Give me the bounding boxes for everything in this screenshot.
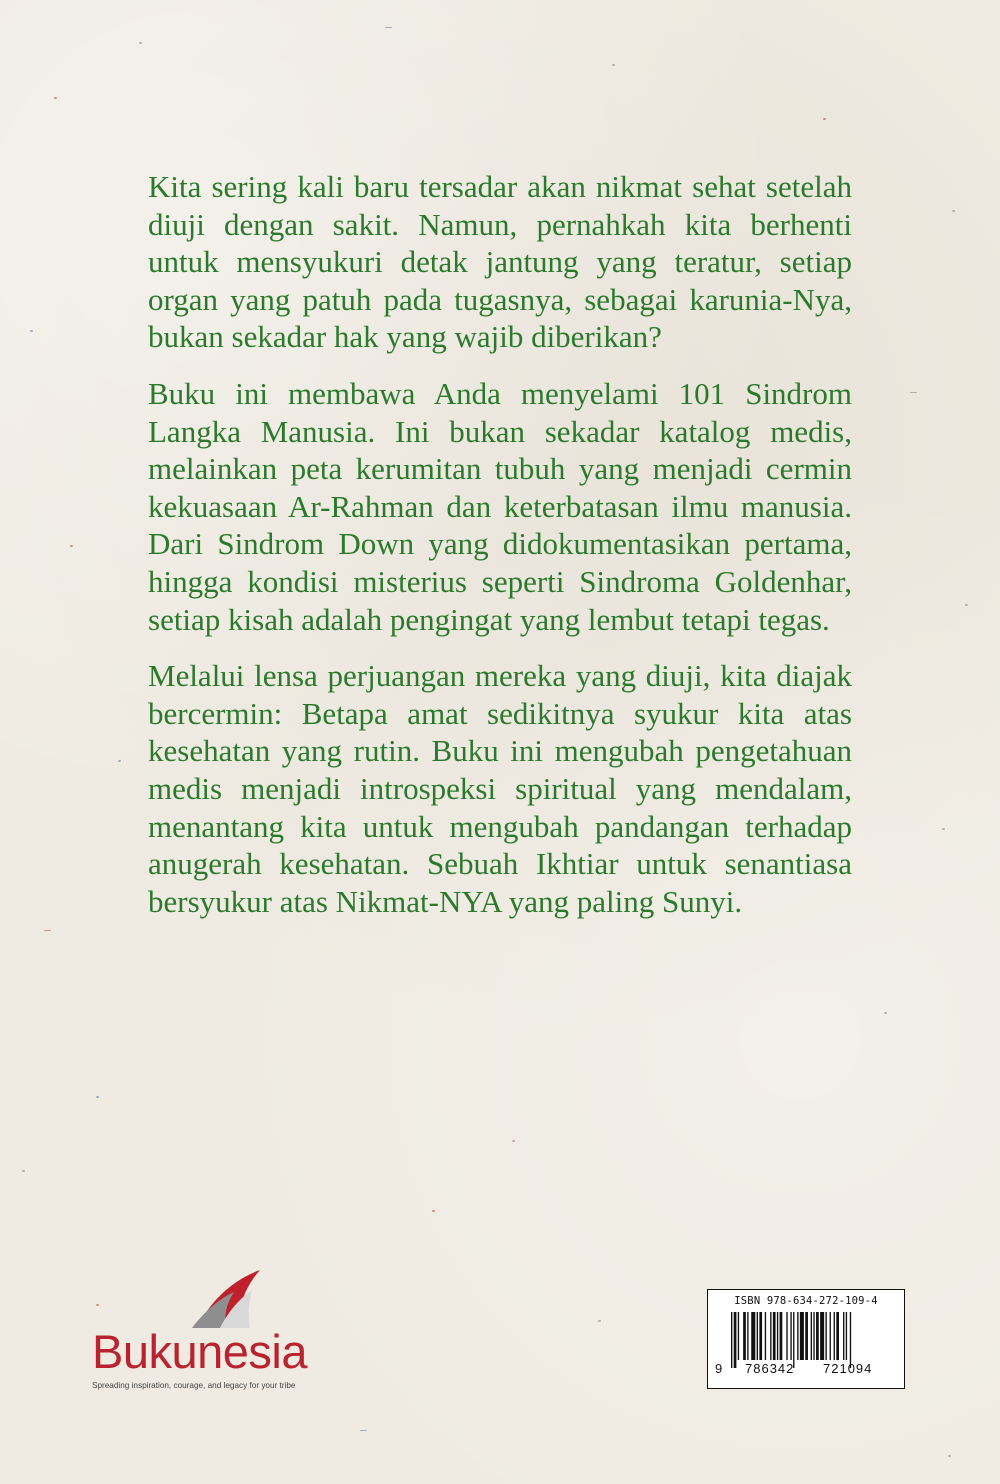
paper-fleck [612,64,615,66]
barcode-bar [816,1312,819,1360]
paper-fleck [30,330,33,332]
paper-fleck [118,760,121,762]
blurb-paragraph-3: Melalui lensa perjuangan mereka yang diuji, kita diajak bercermin: Betapa amat sedikitnya syukur kita atas kesehatan yang rutin. Buku ini mengubah pengetahuan medis menjadi introspeksi spiritual yang mendalam, menantang kita untuk mengubah pandangan terhadap anugerah kesehatan. Sebuah Ikhtiar untuk senantiasa bersyukur atas Nikmat-NYA yang paling Sunyi. [148,658,852,919]
barcode-bar [797,1312,798,1360]
barcode-bar [826,1312,827,1360]
barcode-bar [738,1312,739,1360]
barcode-bar [830,1312,831,1360]
barcode-bar [773,1312,776,1360]
isbn-label: ISBN 978-634-272-109-4 [734,1295,878,1307]
isbn-barcode-block [707,1289,905,1389]
paper-fleck [70,545,73,547]
barcode-bar [743,1312,746,1360]
barcode-bar [843,1312,844,1360]
paper-fleck [598,1320,601,1322]
paper-fleck [884,1012,887,1014]
barcode-digits-right: 721094 [823,1361,873,1376]
paper-fleck [360,1430,367,1431]
barcode-bar [777,1312,778,1360]
paper-fleck [942,828,945,830]
barcode-digit-first: 9 [715,1361,724,1376]
barcode-icon [731,1312,899,1368]
blurb-paragraph-2: Buku ini membawa Anda menyelami 101 Sindrom Langka Manusia. Ini bukan sekadar katalog medis, melainkan peta kerumitan tubuh yang menjadi cermin kekuasaan Ar-Rahman dan keterbatasan ilmu manusia. Dari Sindrom Down yang didokumentasikan pertama, hingga kondisi misterius seperti Sindroma Goldenhar, setiap kisah adalah pengingat yang lembut tetapi tegas. [148,375,852,637]
barcode-bar [850,1312,851,1368]
barcode-bar [734,1312,737,1368]
barcode-bar [834,1312,835,1360]
barcode-bar [786,1312,787,1360]
paper-fleck [96,1096,99,1098]
barcode-bar [836,1312,839,1360]
back-cover-blurb [148,168,852,939]
barcode-bar [793,1312,794,1368]
paper-fleck [432,1210,435,1212]
publisher-name: Bukunesia [92,1325,307,1378]
barcode-bar [757,1312,758,1360]
barcode-bar [811,1312,812,1360]
barcode-bar [765,1312,766,1360]
paper-fleck [952,210,955,212]
paper-fleck [823,118,826,120]
paper-fleck [54,97,57,99]
publisher-tagline: Spreading inspiration, courage, and legacy for your tribe [92,1381,296,1390]
barcode-bar [820,1312,824,1360]
barcode-digits-left: 786342 [745,1361,795,1376]
paper-fleck [965,604,968,606]
sail-logo-icon [190,1268,262,1330]
paper-fleck [910,392,917,393]
barcode-bar [780,1312,783,1360]
paper-fleck [512,1140,515,1142]
paper-fleck [948,1455,951,1457]
publisher-logo [90,1268,320,1393]
barcode-bar [846,1312,847,1360]
barcode-bar [813,1312,814,1360]
barcode-bar [751,1312,755,1360]
barcode-bar [759,1312,762,1360]
barcode-bar [770,1312,771,1360]
paper-fleck [22,1170,25,1172]
barcode-bar [805,1312,808,1360]
paper-fleck [385,27,392,28]
paper-fleck [44,930,51,931]
barcode-bar [731,1312,732,1368]
paper-fleck [139,42,142,44]
barcode-bar [747,1312,748,1360]
barcode-bar [790,1312,791,1360]
blurb-paragraph-1: Kita sering kali baru tersadar akan nikmat sehat setelah diuji dengan sakit. Namun, pernahkah kita berhenti untuk mensyukuri detak jantung yang teratur, setiap organ yang patuh pada tugasnya, sebagai karunia-Nya, bukan sekadar hak yang wajib diberikan? [148,169,852,355]
barcode-bar [800,1312,804,1360]
